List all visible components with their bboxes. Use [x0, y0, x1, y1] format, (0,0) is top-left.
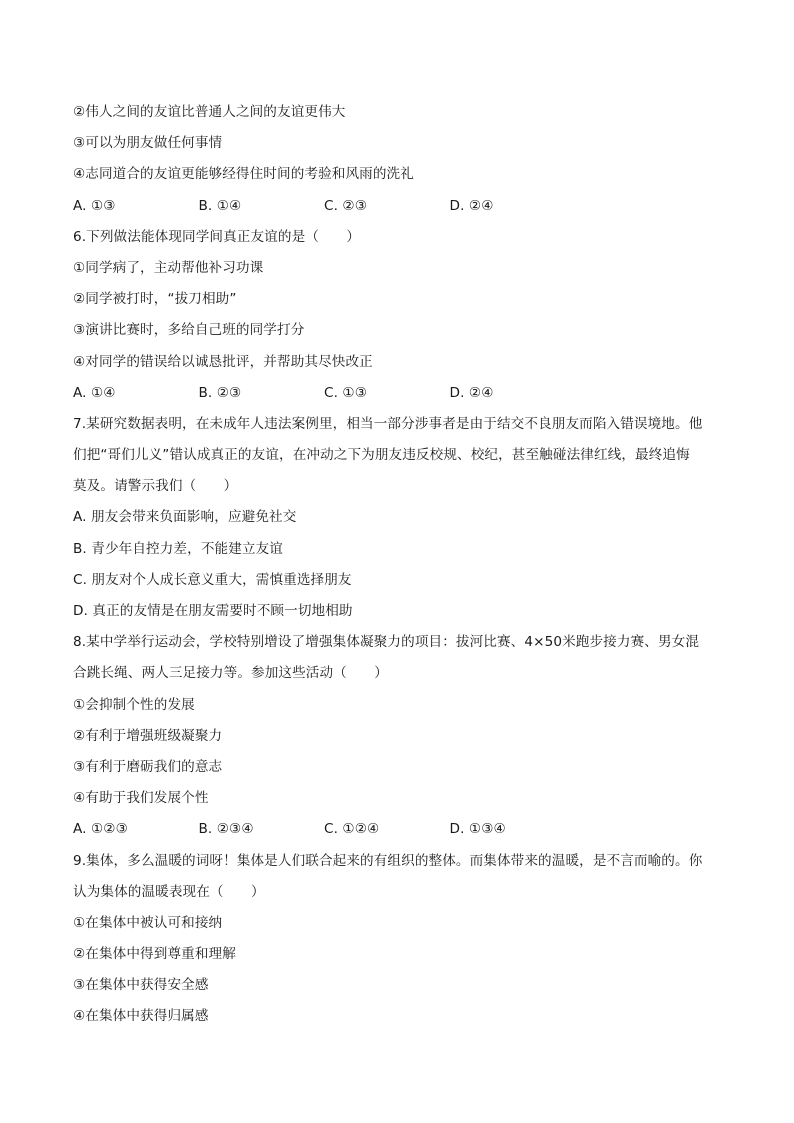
q8-option-d: D. ①③④ — [449, 821, 506, 838]
q6-option-b: B. ②③ — [198, 384, 242, 401]
q8-item-4: ④有助于我们发展个性 — [73, 790, 209, 807]
q8-item-2: ②有利于增强班级凝聚力 — [73, 727, 223, 744]
q5-options — [73, 191, 723, 222]
q5-item-3: ③可以为朋友做任何事情 — [73, 135, 223, 152]
q8-options — [73, 814, 723, 845]
q9-item-4: ④在集体中获得归属感 — [73, 1008, 209, 1025]
q5-option-b: B. ①④ — [198, 197, 242, 214]
q6-stem: 6.下列做法能体现同学间真正友谊的是（ ） — [73, 228, 361, 245]
q7-option-c: C. 朋友对个人成长意义重大，需慎重选择朋友 — [73, 571, 352, 588]
q8-stem-line-2: 合跳长绳、两人三足接力等。参加这些活动（ ） — [73, 665, 388, 682]
q8-option-a: A. ①②③ — [73, 821, 128, 838]
q5-option-a: A. ①③ — [73, 197, 116, 214]
q7-option-d: D. 真正的友情是在朋友需要时不顾一切地相助 — [73, 603, 353, 619]
q8-option-b: B. ②③④ — [198, 821, 254, 838]
q6-option-c: C. ①③ — [324, 384, 368, 401]
q6-option-a: A. ①④ — [73, 384, 116, 401]
q8-item-1: ①会抑制个性的发展 — [73, 696, 195, 713]
q5-item-4: ④志同道合的友谊更能够经得住时间的考验和风雨的洗礼 — [73, 166, 414, 183]
exam-page-content — [73, 97, 723, 1033]
q8-stem-line-1: 8.某中学举行运动会，学校特别增设了增强集体凝聚力的项目：拔河比赛、4×50米跑步接力赛、男女混 — [73, 634, 700, 651]
q7-stem-line-2: 们把“哥们儿义”错认成真正的友谊，在冲动之下为朋友违反校规、校纪，甚至触碰法律红线，最终追悔 — [73, 447, 690, 464]
q9-stem-line-2: 认为集体的温暖表现在（ ） — [73, 883, 265, 900]
q6-options — [73, 378, 723, 409]
q9-item-2: ②在集体中得到尊重和理解 — [73, 946, 236, 963]
q7-stem-line-3: 莫及。请警示我们（ ） — [73, 478, 238, 495]
q9-item-3: ③在集体中获得安全感 — [73, 977, 209, 994]
q5-item-2: ②伟人之间的友谊比普通人之间的友谊更伟大 — [73, 104, 346, 120]
q9-stem-line-1: 9.集体，多么温暖的词呀！集体是人们联合起来的有组织的整体。而集体带来的温暖，是不言而喻的。你 — [73, 852, 703, 869]
q8-option-c: C. ①②④ — [324, 821, 380, 838]
q7-option-a: A. 朋友会带来负面影响，应避免社交 — [73, 509, 297, 526]
q5-option-c: C. ②③ — [324, 197, 368, 214]
q8-item-3: ③有利于磨砺我们的意志 — [73, 758, 223, 775]
q5-option-d: D. ②④ — [449, 197, 494, 214]
q6-item-1: ①同学病了，主动帮他补习功课 — [73, 259, 264, 276]
q6-item-3: ③演讲比赛时，多给自己班的同学打分 — [73, 322, 305, 339]
q6-item-4: ④对同学的错误给以诚恳批评，并帮助其尽快改正 — [73, 353, 373, 370]
q9-item-1: ①在集体中被认可和接纳 — [73, 914, 223, 931]
q6-option-d: D. ②④ — [449, 384, 494, 401]
q7-stem-line-1: 7.某研究数据表明，在未成年人违法案例里，相当一部分涉事者是由于结交不良朋友而陷入错误境地。他 — [73, 415, 703, 432]
q6-item-2: ②同学被打时，“拔刀相助” — [73, 291, 237, 308]
q7-option-b: B. 青少年自控力差，不能建立友谊 — [73, 540, 283, 557]
